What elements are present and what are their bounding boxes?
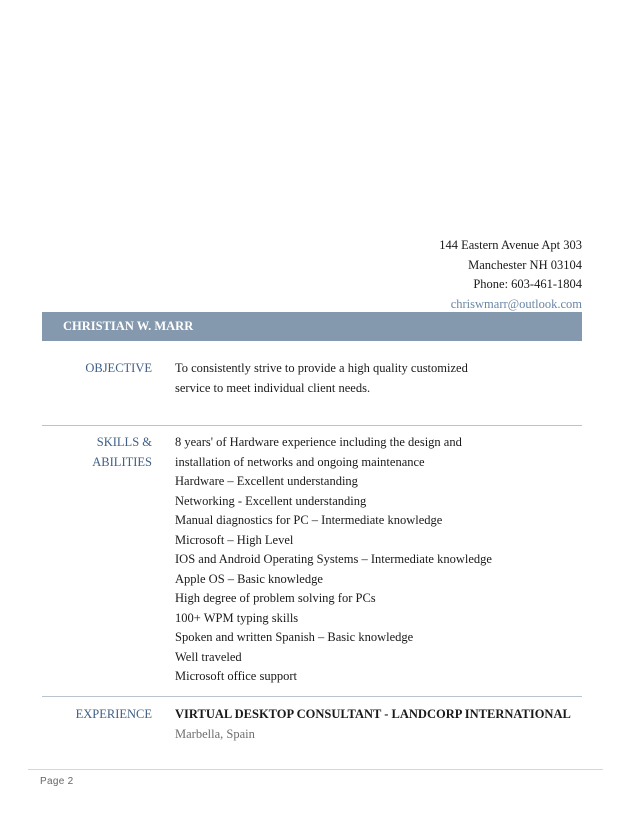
contact-email[interactable]: chriswmarr@outlook.com [450, 296, 582, 311]
skills-list [175, 433, 585, 687]
section-divider [42, 425, 582, 426]
experience-entry [175, 705, 585, 744]
job-location: Marbella, Spain [175, 726, 255, 741]
job-title: VIRTUAL DESKTOP CONSULTANT - LANDCORP INTERNATIONAL [175, 707, 571, 721]
page-number: 2 [67, 776, 74, 787]
objective-text [175, 359, 585, 398]
skills-heading-line: ABILITIES [92, 454, 152, 469]
skill-item: installation of networks and ongoing maintenance [175, 454, 425, 469]
skill-item: Manual diagnostics for PC – Intermediate knowledge [175, 513, 443, 527]
experience-heading: EXPERIENCE [75, 707, 152, 721]
skill-item: 100+ WPM typing skills [175, 610, 299, 625]
contact-phone: Phone: 603-461-1804 [473, 277, 582, 291]
name-banner [42, 312, 582, 341]
section-divider [42, 696, 582, 697]
skill-item: Networking - Excellent understanding [175, 493, 367, 508]
skill-item: IOS and Android Operating Systems – Intermediate knowledge [175, 552, 492, 566]
contact-block [439, 236, 582, 314]
skill-item: Apple OS – Basic knowledge [175, 571, 323, 586]
skill-item: Well traveled [175, 649, 242, 664]
objective-heading: OBJECTIVE [85, 361, 152, 375]
contact-city: Manchester NH 03104 [468, 257, 582, 272]
skill-item: Spoken and written Spanish – Basic knowledge [175, 630, 414, 644]
skill-item: 8 years' of Hardware experience including the design and [175, 435, 462, 449]
skill-item: Microsoft office support [175, 669, 297, 683]
objective-line: service to meet individual client needs. [175, 380, 371, 395]
skill-item: Microsoft – High Level [175, 532, 294, 547]
page-label: Page [40, 776, 65, 787]
person-name: CHRISTIAN W. MARR [63, 319, 194, 333]
skills-heading-line: SKILLS & [96, 435, 152, 449]
skill-item: High degree of problem solving for PCs [175, 591, 376, 605]
contact-address: 144 Eastern Avenue Apt 303 [439, 238, 582, 252]
footer-divider [28, 769, 603, 770]
objective-line: To consistently strive to provide a high quality customized [175, 361, 468, 375]
skill-item: Hardware – Excellent understanding [175, 474, 358, 488]
page-footer [40, 776, 74, 787]
skills-heading [92, 433, 152, 472]
